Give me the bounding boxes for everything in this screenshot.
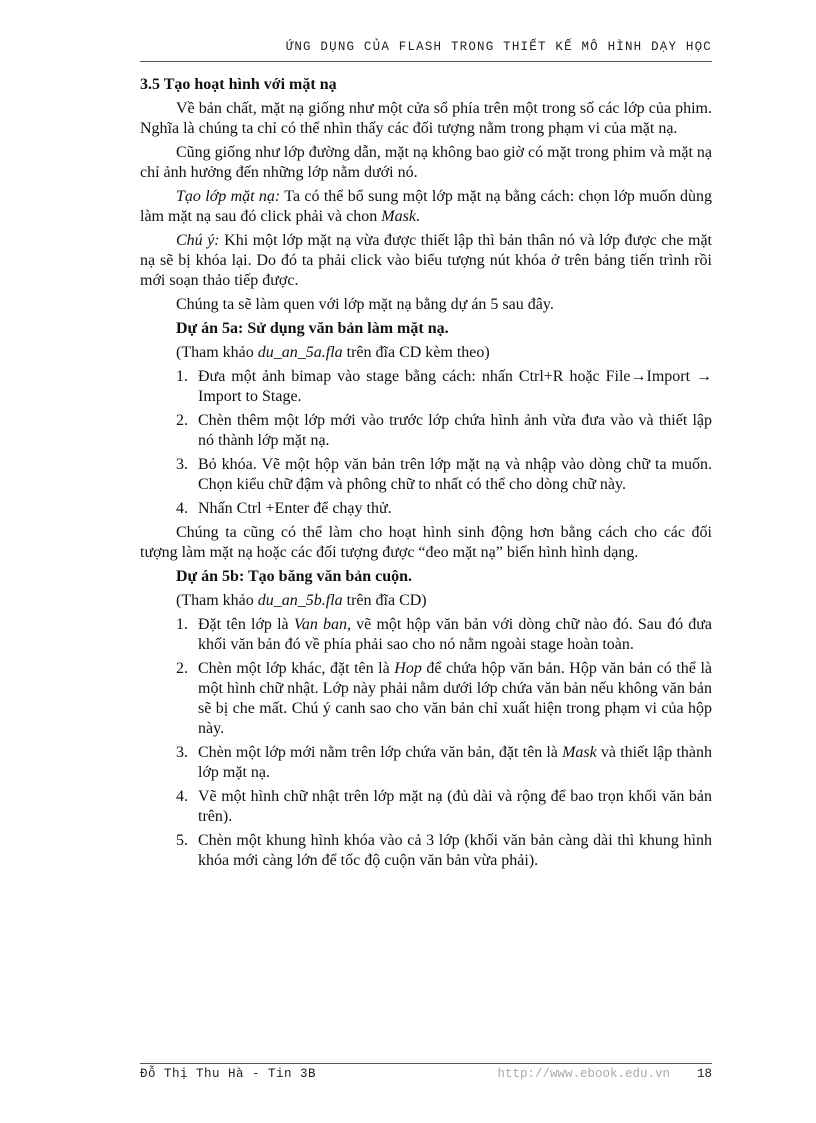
create-mask-text: Ta có thể bổ sung một lớp mặt nạ bằng cách: chọn lớp muốn dùng làm mặt nạ sau đó click phải và chon: [140, 188, 712, 225]
step-text: Vẽ một hình chữ nhật trên lớp mặt nạ (đủ dài và rộng để bao trọn khối văn bản trên).: [198, 788, 712, 825]
project-5a-reference: [140, 343, 712, 363]
note-label: Chú ý:: [176, 232, 220, 249]
project-5b-reference: [140, 591, 712, 611]
step-number: 1.: [176, 616, 188, 633]
step-number: 2.: [176, 412, 188, 429]
step-number: 4.: [176, 500, 188, 517]
list-item: [140, 659, 712, 739]
note-text: Khi một lớp mặt nạ vừa được thiết lập thì bản thân nó và lớp được che mặt nạ sẽ bị khóa lại. Do đó ta phải click vào biểu tượng nút khóa ở trên bảng tiến trình rồi mới soạn thảo tiếp được.: [140, 232, 713, 289]
create-mask-end: .: [415, 208, 420, 225]
step-text: vẽ một hộp văn bản với dòng chữ nào đó. Sau đó đưa khối văn bản đó về phía phải sao cho nó nằm ngoài stage hoàn toàn.: [198, 616, 713, 653]
list-item: [140, 831, 712, 871]
step-text: Chèn một khung hình khóa vào cả 3 lớp (khối văn bản càng dài thì khung hình khóa mới càng lớn để tốc độ cuộn văn bản vừa phải).: [198, 832, 712, 869]
ref-prefix: (Tham khảo: [176, 344, 258, 361]
project-5b-title: Dự án 5b: Tạo băng văn bản cuộn.: [176, 568, 413, 585]
footer-rule: [140, 1063, 712, 1064]
paragraph-morph: Chúng ta cũng có thể làm cho hoạt hình sinh động hơn bằng cách cho các đối tượng làm mặt nạ hoặc các đối tượng được “đeo mặt nạ” biến hình hình dạng.: [140, 524, 712, 561]
ref-suffix: trên đĩa CD kèm theo): [342, 344, 490, 361]
paragraph-guide-layer: Cũng giống như lớp đường dẫn, mặt nạ không bao giờ có mặt trong phim và mặt nạ chỉ ảnh hưởng đến những lớp nằm dưới nó.: [140, 144, 712, 181]
step-term: Hop: [394, 660, 422, 677]
list-item: [140, 411, 712, 451]
step-number: 3.: [176, 456, 188, 473]
step-number: 5.: [176, 832, 188, 849]
ref-suffix: trên đĩa CD): [342, 592, 427, 609]
project-5a-title: Dự án 5a: Sử dụng văn bản làm mặt nạ.: [176, 320, 449, 337]
mask-term: Mask: [381, 208, 416, 225]
paragraph-create-mask: [140, 187, 712, 227]
step-text: Đưa một ảnh bimap vào stage bằng cách: nhấn Ctrl+R hoặc File→Import → Import to Stage.: [198, 368, 712, 405]
project-5a-steps: [140, 367, 712, 519]
step-number: 2.: [176, 660, 188, 677]
list-item: [140, 499, 712, 519]
paragraph-note: [140, 231, 712, 291]
step-text: Nhấn Ctrl +Enter để chạy thử.: [198, 500, 392, 517]
header-rule: [140, 61, 712, 62]
section-heading: 3.5 Tạo hoạt hình với mặt nạ: [140, 76, 337, 93]
create-mask-label: Tạo lớp mặt nạ:: [176, 188, 281, 205]
step-term: Van ban,: [293, 616, 351, 633]
step-text: và thiết lập thành lớp mặt nạ.: [198, 744, 712, 781]
project-5b-steps: [140, 615, 712, 871]
ref-file: du_an_5b.fla: [257, 592, 343, 609]
step-text: Chèn một lớp khác, đặt tên là: [198, 660, 395, 677]
footer-author: Đỗ Thị Thu Hà - Tin 3B: [140, 1067, 317, 1081]
page-number: 18: [696, 1067, 712, 1081]
paragraph-intro: Về bản chất, mặt nạ giống như một cửa sổ phía trên một trong số các lớp của phim. Nghĩa là chúng ta chỉ có thể nhìn thấy các đối tượng nằm trong phạm vi của mặt nạ.: [140, 100, 712, 137]
ref-file: du_an_5a.fla: [257, 344, 343, 361]
list-item: [140, 455, 712, 495]
step-text: để chứa hộp văn bản. Hộp văn bản có thể là một hình chữ nhật. Lớp này phải nằm dưới lớp chứa văn bản nếu không văn bản sẽ bị che mất. Chú ý canh sao cho văn bản chỉ xuất hiện trong phạm vi của hộp này.: [198, 660, 712, 737]
document-body: [140, 71, 712, 875]
list-item: [140, 367, 712, 407]
list-item: [140, 787, 712, 827]
step-number: 3.: [176, 744, 188, 761]
list-item: [140, 743, 712, 783]
step-text: Chèn một lớp mới nằm trên lớp chứa văn bản, đặt tên là: [198, 744, 563, 761]
ref-prefix: (Tham khảo: [176, 592, 258, 609]
step-number: 1.: [176, 368, 188, 385]
step-text: Chèn thêm một lớp mới vào trước lớp chứa hình ảnh vừa đưa vào và thiết lập nó thành lớp mặt nạ.: [198, 412, 712, 449]
list-item: [140, 615, 712, 655]
step-term: Mask: [562, 744, 597, 761]
paragraph-project-intro: Chúng ta sẽ làm quen với lớp mặt nạ bằng dự án 5 sau đây.: [176, 296, 554, 313]
running-header: ỨNG DỤNG CỦA FLASH TRONG THIẾT KẾ MÔ HÌNH DẠY HỌC: [285, 40, 712, 54]
step-number: 4.: [176, 788, 188, 805]
footer-url: http://www.ebook.edu.vn: [497, 1067, 670, 1081]
step-text: Đặt tên lớp là: [198, 616, 294, 633]
step-text: Bỏ khóa. Vẽ một hộp văn bản trên lớp mặt nạ và nhập vào dòng chữ ta muốn. Chọn kiểu chữ đậm và phông chữ to nhất có thể cho dòng chữ này.: [198, 456, 712, 493]
